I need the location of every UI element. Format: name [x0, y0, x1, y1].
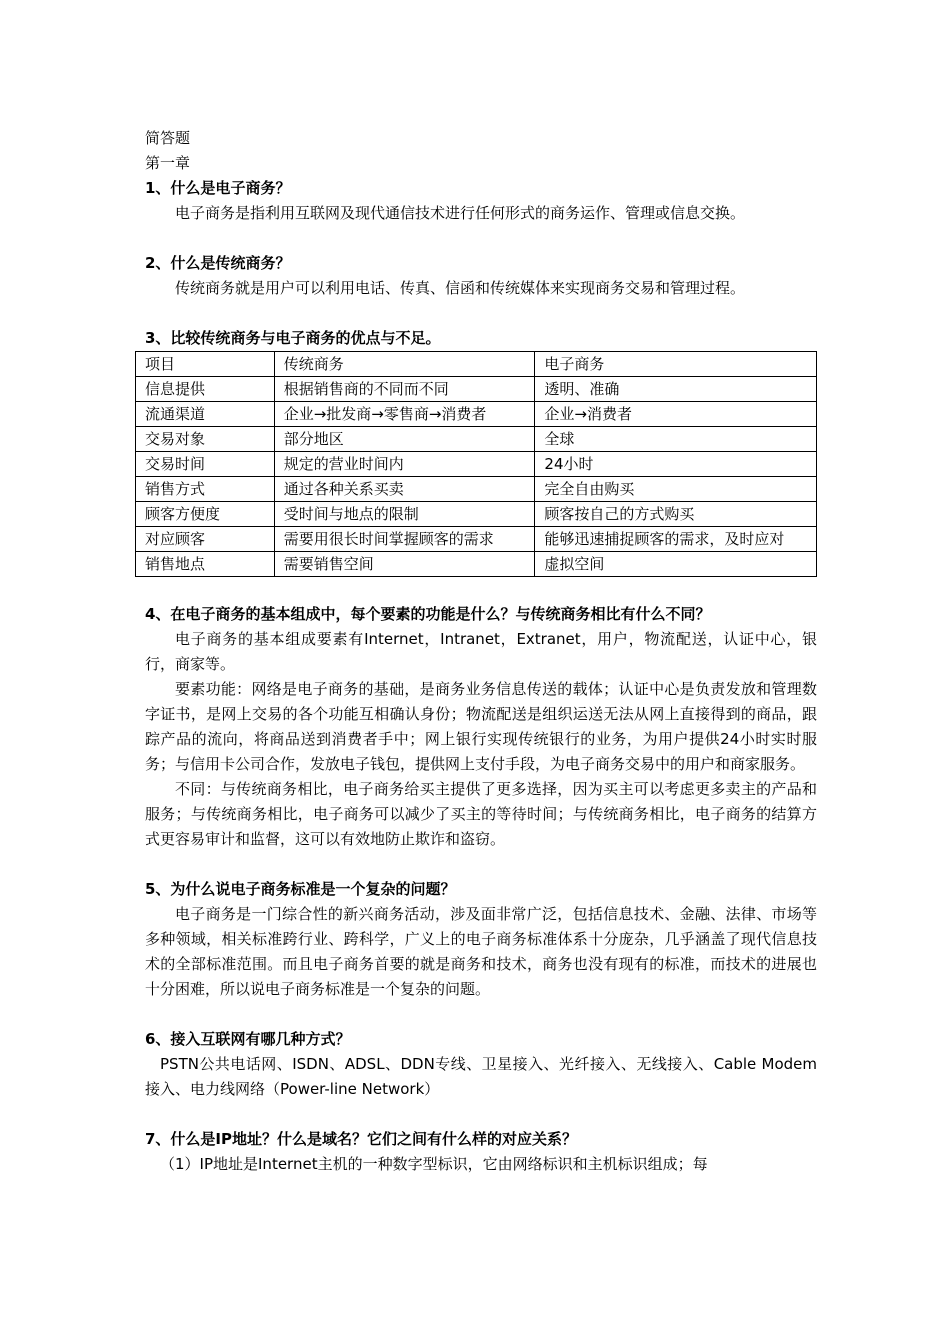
table-header-cell: 电子商务	[535, 352, 817, 377]
table-cell: 顾客方便度	[136, 502, 275, 527]
table-cell: 部分地区	[274, 427, 535, 452]
doc-title: 简答题	[145, 129, 191, 147]
table-cell: 信息提供	[136, 377, 275, 402]
table-cell: 透明、准确	[535, 377, 817, 402]
table-cell: 根据销售商的不同而不同	[274, 377, 535, 402]
table-cell: 流通渠道	[136, 402, 275, 427]
question-3: 3、比较传统商务与电子商务的优点与不足。	[145, 329, 441, 347]
answer-4-paragraph-1: 电子商务的基本组成要素有Internet，Intranet，Extranet，用户，物流配送，认证中心，银行，商家等。	[145, 630, 817, 673]
answer-7-paragraph: （1）IP地址是Internet主机的一种数字型标识，它由网络标识和主机标识组成；每	[160, 1155, 708, 1173]
table-cell: 虚拟空间	[535, 552, 817, 577]
table-cell: 销售地点	[136, 552, 275, 577]
table-cell: 需要销售空间	[274, 552, 535, 577]
table-cell: 企业→消费者	[535, 402, 817, 427]
table-cell: 全球	[535, 427, 817, 452]
table-header-cell: 项目	[136, 352, 275, 377]
table-cell: 需要用很长时间掌握顾客的需求	[274, 527, 535, 552]
answer-1: 电子商务是指利用互联网及现代通信技术进行任何形式的商务运作、管理或信息交换。	[175, 204, 746, 222]
table-cell: 受时间与地点的限制	[274, 502, 535, 527]
table-cell: 24小时	[535, 452, 817, 477]
table-cell: 销售方式	[136, 477, 275, 502]
table-row	[136, 552, 817, 577]
table-row	[136, 377, 817, 402]
answer-4-paragraph-2: 要素功能：网络是电子商务的基础，是商务业务信息传送的载体；认证中心是负责发放和管理数字证书，是网上交易的各个功能互相确认身份；物流配送是组织运送无法从网上直接得到的商品，跟踪产品的流向，将商品送到消费者手中；网上银行实现传统银行的业务，为用户提供24小时实时服务；与信用卡公司合作，发放电子钱包，提供网上支付手段，为电子商务交易中的用户和商家服务。	[145, 680, 817, 773]
answer-6-paragraph: PSTN公共电话网、ISDN、ADSL、DDN专线、卫星接入、光纤接入、无线接入、Cable Modem接入、电力线网络（Power-line Network）	[145, 1055, 817, 1098]
table-row	[136, 427, 817, 452]
table-row	[136, 452, 817, 477]
question-2: 2、什么是传统商务？	[145, 254, 291, 272]
question-7: 7、什么是IP地址？什么是域名？它们之间有什么样的对应关系？	[145, 1130, 578, 1148]
answer-4-paragraph-3: 不同：与传统商务相比，电子商务给买主提供了更多选择，因为买主可以考虑更多卖主的产品和服务；与传统商务相比，电子商务可以减少了买主的等待时间；与传统商务相比，电子商务的结算方式更容易审计和监督，这可以有效地防止欺诈和盗窃。	[145, 780, 817, 848]
question-4: 4、在电子商务的基本组成中，每个要素的功能是什么？与传统商务相比有什么不同？	[145, 605, 711, 623]
table-row	[136, 402, 817, 427]
table-cell: 规定的营业时间内	[274, 452, 535, 477]
table-cell: 顾客按自己的方式购买	[535, 502, 817, 527]
table-cell: 企业→批发商→零售商→消费者	[274, 402, 535, 427]
table-cell: 交易时间	[136, 452, 275, 477]
document-page	[145, 126, 817, 1177]
table-cell: 对应顾客	[136, 527, 275, 552]
table-header-cell: 传统商务	[274, 352, 535, 377]
question-5: 5、为什么说电子商务标准是一个复杂的问题？	[145, 880, 456, 898]
table-cell: 交易对象	[136, 427, 275, 452]
comparison-table	[135, 351, 817, 577]
table-header-row	[136, 352, 817, 377]
table-cell: 能够迅速捕捉顾客的需求，及时应对	[535, 527, 817, 552]
question-6: 6、接入互联网有哪几种方式？	[145, 1030, 351, 1048]
answer-5-paragraph: 电子商务是一门综合性的新兴商务活动，涉及面非常广泛，包括信息技术、金融、法律、市场等多种领域，相关标准跨行业、跨科学，广义上的电子商务标准体系十分庞杂，几乎涵盖了现代信息技术的全部标准范围。而且电子商务首要的就是商务和技术，商务也没有现有的标准，而技术的进展也十分困难，所以说电子商务标准是一个复杂的问题。	[145, 905, 817, 998]
answer-2: 传统商务就是用户可以利用电话、传真、信函和传统媒体来实现商务交易和管理过程。	[175, 279, 746, 297]
table-cell: 通过各种关系买卖	[274, 477, 535, 502]
table-row	[136, 477, 817, 502]
table-row	[136, 502, 817, 527]
question-1: 1、什么是电子商务？	[145, 179, 291, 197]
table-row	[136, 527, 817, 552]
chapter-title: 第一章	[145, 154, 191, 172]
table-cell: 完全自由购买	[535, 477, 817, 502]
